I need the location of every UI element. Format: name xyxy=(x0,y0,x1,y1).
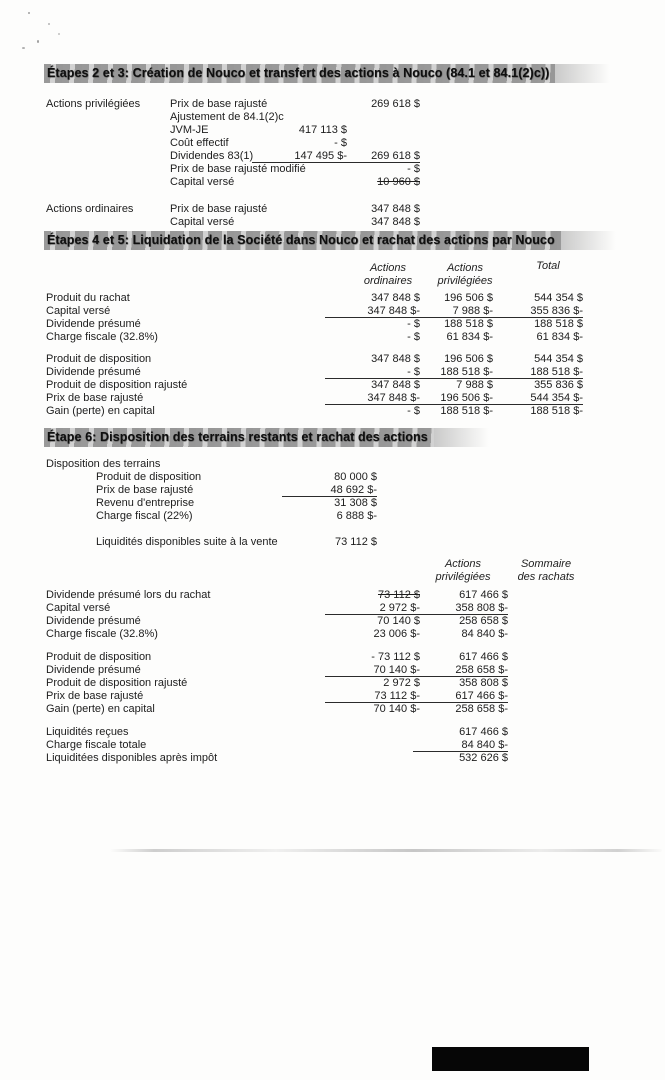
row-label: Liquidités disponibles suite à la vente xyxy=(96,536,278,548)
table-row xyxy=(0,392,665,405)
table-row xyxy=(0,111,665,124)
cell-value: - $ xyxy=(334,137,347,149)
cell-value: - $ xyxy=(407,405,420,417)
cell-value: 417 113 $ xyxy=(298,124,347,136)
table-row xyxy=(0,150,665,163)
cell-value: 617 466 $ xyxy=(459,726,508,738)
table-row xyxy=(0,651,665,664)
cell-value: 617 466 $- xyxy=(413,690,508,703)
table-row xyxy=(0,677,665,690)
table-row xyxy=(0,739,665,752)
table-row xyxy=(0,615,665,628)
row-label: Charge fiscal (22%) xyxy=(96,510,193,522)
table-row xyxy=(0,628,665,641)
cell-value: 269 618 $ xyxy=(371,98,420,110)
row-label: Gain (perte) en capital xyxy=(46,405,155,417)
row-label: Capital versé xyxy=(170,176,235,188)
cell-value: 258 658 $- xyxy=(413,664,508,677)
column-header: des rachats xyxy=(517,571,575,583)
cell-value: 196 506 $ xyxy=(444,353,493,365)
cell-value: 196 506 $- xyxy=(398,392,493,405)
group-label: Actions ordinaires xyxy=(46,203,134,215)
table-row xyxy=(0,176,665,189)
scan-artifact-black-bar xyxy=(432,1047,589,1071)
cell-value: 544 354 $ xyxy=(534,292,583,304)
table-row xyxy=(0,510,665,523)
row-label: Charge fiscale (32.8%) xyxy=(46,331,158,343)
table-row xyxy=(0,690,665,703)
row-label: JVM-JE xyxy=(170,124,209,136)
table-row xyxy=(0,703,665,716)
cell-value: 70 140 $- xyxy=(373,703,420,715)
cell-value: 61 834 $- xyxy=(536,331,583,343)
cell-value: 188 518 $- xyxy=(398,366,493,379)
cell-value: 617 466 $ xyxy=(459,651,508,663)
row-label: Liquiditées disponibles après impôt xyxy=(46,752,218,764)
cell-value: 84 840 $- xyxy=(461,628,508,640)
cell-value: 84 840 $- xyxy=(413,739,508,752)
cell-value: 355 836 $- xyxy=(488,305,583,318)
column-header: Actions xyxy=(446,262,484,274)
cell-value: 6 888 $- xyxy=(336,510,377,522)
cell-value: 80 000 $ xyxy=(334,471,377,483)
row-label: Prix de base rajusté xyxy=(170,203,268,215)
row-label: Prix de base rajusté xyxy=(46,392,144,404)
scan-speck xyxy=(22,47,25,49)
section-heading-etapes-2-3: Étapes 2 et 3: Création de Nouco et transfert des actions à Nouco (84.1 et 84.1(2)c)) xyxy=(44,64,555,83)
table-row xyxy=(0,602,665,615)
table-row xyxy=(0,458,665,471)
column-header: privilégiées xyxy=(437,275,493,287)
row-label: Produit de disposition xyxy=(46,353,152,365)
column-header: privilégiées xyxy=(435,571,491,583)
row-label: Charge fiscale (32.8%) xyxy=(46,628,158,640)
row-label: Dividende présumé xyxy=(46,664,141,676)
scan-smudge-line xyxy=(110,849,662,852)
column-header: Actions xyxy=(444,558,482,570)
cell-value: 347 848 $ xyxy=(371,379,420,391)
table-row xyxy=(0,664,665,677)
row-label: Prix de base rajusté xyxy=(170,98,268,110)
table-row xyxy=(0,216,665,229)
row-label: Liquidités reçues xyxy=(46,726,129,738)
cell-value: - 73 112 $ xyxy=(371,651,420,663)
table-row xyxy=(0,305,665,318)
cell-value: 347 848 $- xyxy=(325,305,420,318)
row-label: Dividende présumé lors du rachat xyxy=(46,589,211,601)
cell-value: 347 848 $ xyxy=(371,203,420,215)
table-row xyxy=(0,536,665,549)
table-row xyxy=(0,484,665,497)
cell-value: 2 972 $ xyxy=(383,677,420,689)
cell-value: 358 808 $- xyxy=(413,602,508,615)
cell-value: 196 506 $ xyxy=(444,292,493,304)
cell-value: 2 972 $- xyxy=(325,602,420,615)
scan-speck xyxy=(58,33,60,35)
row-label: Capital versé xyxy=(46,305,111,317)
table-row xyxy=(0,353,665,366)
group-label: Disposition des terrains xyxy=(46,458,161,470)
cell-value: 355 836 $ xyxy=(534,379,583,391)
row-label: Dividende présumé xyxy=(46,366,141,378)
row-label: Produit de disposition rajusté xyxy=(46,677,188,689)
cell-value: 10 960 $ xyxy=(377,176,420,188)
row-label: Prix de base rajusté xyxy=(96,484,194,496)
cell-value: 147 495 $- xyxy=(252,150,347,163)
table-row xyxy=(0,726,665,739)
table-row xyxy=(0,318,665,331)
column-header: Actions xyxy=(369,262,407,274)
row-label: Produit de disposition xyxy=(96,471,202,483)
table-row xyxy=(0,163,665,176)
cell-value: 347 848 $ xyxy=(371,292,420,304)
cell-value: 544 354 $- xyxy=(488,392,583,405)
table-row xyxy=(0,331,665,344)
cell-value: - $ xyxy=(407,331,420,343)
cell-value: 73 112 $- xyxy=(325,690,420,703)
row-label: Produit de disposition rajusté xyxy=(46,379,188,391)
cell-value: 347 848 $- xyxy=(325,392,420,405)
cell-value: 188 518 $ xyxy=(444,318,493,330)
section-heading-etapes-4-5: Étapes 4 et 5: Liquidation de la Société dans Nouco et rachat des actions par Nouco xyxy=(44,231,561,250)
cell-value: 70 140 $ xyxy=(377,615,420,627)
row-label: Ajustement de 84.1(2)c xyxy=(170,111,284,123)
scan-speck xyxy=(37,40,39,43)
cell-value: 347 848 $ xyxy=(371,216,420,228)
table-row xyxy=(0,379,665,392)
cell-value: 73 112 $ xyxy=(334,536,377,548)
group-label: Actions privilégiées xyxy=(46,98,141,110)
cell-value: - $ xyxy=(407,163,420,175)
cell-value: 258 658 $- xyxy=(455,703,508,715)
cell-value: 269 618 $ xyxy=(325,150,420,163)
row-label: Capital versé xyxy=(46,602,111,614)
cell-value: 70 140 $- xyxy=(325,664,420,677)
row-label: Capital versé xyxy=(170,216,235,228)
table-row xyxy=(0,405,665,418)
cell-value: 188 518 $- xyxy=(440,405,493,417)
row-label: Gain (perte) en capital xyxy=(46,703,155,715)
row-label: Dividendes 83(1) xyxy=(170,150,254,162)
cell-value: 258 658 $ xyxy=(459,615,508,627)
table-row xyxy=(0,497,665,510)
row-label: Prix de base rajusté modifié xyxy=(170,163,306,175)
cell-value: 617 466 $ xyxy=(459,589,508,601)
cell-value: 188 518 $- xyxy=(488,366,583,379)
row-label: Dividende présumé xyxy=(46,318,141,330)
table-row xyxy=(0,98,665,111)
cell-value: 7 988 $ xyxy=(456,379,493,391)
row-label: Coût effectif xyxy=(170,137,229,149)
row-label: Revenu d'entreprise xyxy=(96,497,195,509)
cell-value: 23 006 $- xyxy=(373,628,420,640)
cell-value: 61 834 $- xyxy=(446,331,493,343)
table-row xyxy=(0,589,665,602)
table-row xyxy=(0,124,665,137)
cell-value: - $ xyxy=(407,318,420,330)
cell-value: 188 518 $- xyxy=(530,405,583,417)
row-label: Produit de disposition xyxy=(46,651,152,663)
cell-value: 31 308 $ xyxy=(334,497,377,509)
column-header: Total xyxy=(536,260,560,272)
cell-value: 48 692 $- xyxy=(282,484,377,497)
row-label: Produit du rachat xyxy=(46,292,130,304)
section-heading-etape-6: Étape 6: Disposition des terrains restants et rachat des actions xyxy=(44,428,434,447)
column-header: Sommaire xyxy=(520,558,572,570)
cell-value: 358 808 $ xyxy=(459,677,508,689)
cell-value: 347 848 $ xyxy=(371,353,420,365)
table-row xyxy=(0,752,665,765)
scan-speck xyxy=(48,23,50,25)
cell-value: 532 626 $ xyxy=(459,752,508,764)
cell-value: 7 988 $- xyxy=(398,305,493,318)
row-label: Prix de base rajusté xyxy=(46,690,144,702)
table-row xyxy=(0,137,665,150)
table-row xyxy=(0,203,665,216)
cell-value: 544 354 $ xyxy=(534,353,583,365)
row-label: Charge fiscale totale xyxy=(46,739,147,751)
cell-value: 188 518 $ xyxy=(534,318,583,330)
column-header: ordinaires xyxy=(363,275,413,287)
scan-speck xyxy=(28,12,30,14)
cell-value: 73 112 $ xyxy=(377,589,420,601)
cell-value: - $ xyxy=(325,366,420,379)
row-label: Dividende présumé xyxy=(46,615,141,627)
table-row xyxy=(0,471,665,484)
table-row xyxy=(0,366,665,379)
table-row xyxy=(0,292,665,305)
